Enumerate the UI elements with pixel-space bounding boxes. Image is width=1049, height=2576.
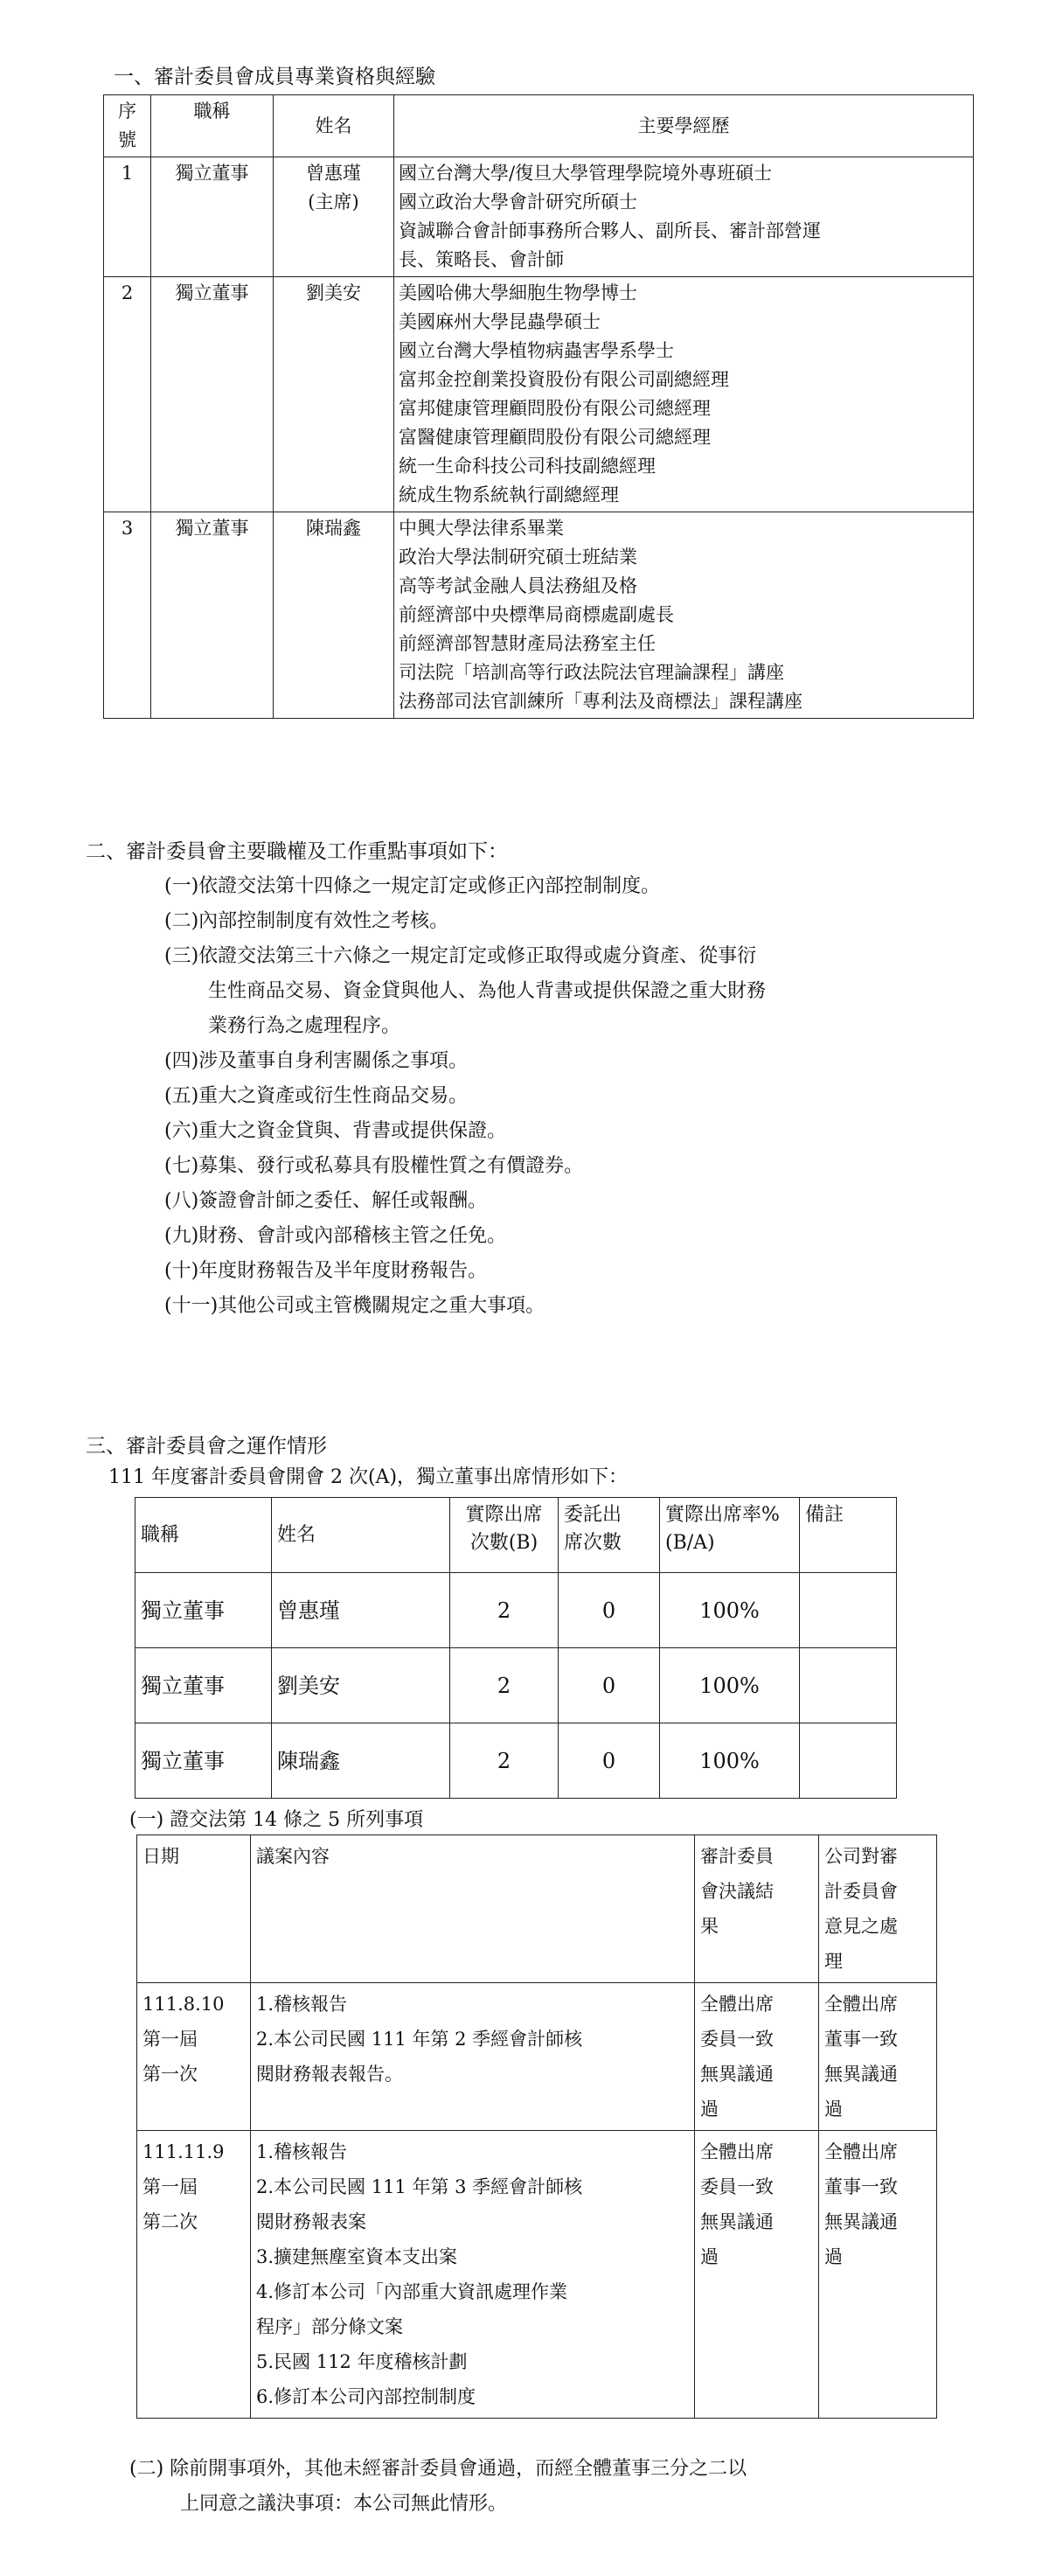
meeting-date-line: 第一屆: [142, 2176, 198, 2197]
mt-header-content: 議案內容: [251, 1835, 695, 1983]
duty-item: (六)重大之資金貸與、背書或提供保證。: [164, 1120, 507, 1142]
att-note: [800, 1573, 897, 1648]
meeting-date: [137, 1983, 251, 2131]
meeting-content-line: 5.民國 112 年度稽核計劃: [256, 2351, 468, 2372]
header-seq-char: 序: [118, 101, 136, 122]
section3-intro: 111 年度審計委員會開會 2 次(A)，獨立董事出席情形如下：: [108, 1466, 629, 1488]
duty-item: (七)募集、發行或私募具有股權性質之有價證券。: [164, 1155, 584, 1177]
row-number: 1: [104, 157, 151, 277]
att-header-role: 職稱: [135, 1498, 272, 1573]
section3-title: 三、審計委員會之運作情形: [86, 1435, 327, 1458]
mt-header-response-line: 公司對審: [824, 1846, 898, 1867]
mt-header-resolution: [695, 1835, 819, 1983]
att-actual: 2: [450, 1573, 559, 1648]
meeting-date-line: 第一次: [142, 2064, 198, 2085]
att-rate: 100%: [660, 1648, 800, 1723]
mt-header-response-line: 意見之處: [824, 1916, 898, 1937]
attendance-row: [135, 1648, 897, 1723]
att-proxy: 0: [559, 1723, 660, 1799]
header-seq: [104, 95, 151, 157]
subsection1-title: (一) 證交法第 14 條之 5 所列事項: [129, 1809, 424, 1831]
meeting-content: [251, 2131, 695, 2419]
att-header-name: 姓名: [272, 1498, 450, 1573]
att-header-proxy: 委託出 席次數: [559, 1498, 660, 1573]
meeting-response: [819, 1983, 937, 2131]
mt-header-resolution-line: 果: [700, 1916, 719, 1937]
meeting-resolution-line: 委員一致: [700, 2029, 774, 2050]
experience-line: 前經濟部中央標準局商標處副處長: [399, 604, 674, 625]
duty-item: (十)年度財務報告及半年度財務報告。: [164, 1260, 488, 1282]
row-name-cell: [274, 157, 394, 277]
experience-line: 長、策略長、會計師: [399, 249, 564, 270]
meeting-content-line: 閱財務報表案: [256, 2211, 366, 2232]
experience-line: 美國哈佛大學細胞生物學博士: [399, 282, 637, 303]
row-number: 3: [104, 512, 151, 719]
att-proxy: 0: [559, 1573, 660, 1648]
experience-line: 政治大學法制研究碩士班結業: [399, 547, 637, 567]
meeting-content-line: 3.擴建無塵室資本支出案: [256, 2246, 458, 2267]
meeting-response-line: 過: [824, 2099, 843, 2120]
member-name: 曾惠瑾: [306, 163, 361, 184]
experience-line: 美國麻州大學昆蟲學碩士: [399, 311, 601, 332]
meetings-table: [136, 1835, 937, 2419]
duty-item: 業務行為之處理程序。: [208, 1015, 401, 1037]
member-name: 劉美安: [306, 282, 361, 303]
meeting-content-line: 2.本公司民國 111 年第 3 季經會計師核: [256, 2176, 583, 2197]
att-header-note: 備註: [800, 1498, 897, 1573]
att-name: 曾惠瑾: [272, 1573, 450, 1648]
duty-item: (三)依證交法第三十六條之一規定訂定或修正取得或處分資產、從事衍: [164, 945, 757, 967]
duty-item: (一)依證交法第十四條之一規定訂定或修正內部控制制度。: [164, 875, 661, 897]
header-role: 職稱: [151, 95, 274, 157]
row-experience: [394, 277, 974, 512]
experience-line: 富醫健康管理顧問股份有限公司總經理: [399, 427, 711, 448]
experience-line: 中興大學法律系畢業: [399, 518, 564, 539]
meetings-header-row: [137, 1835, 937, 1983]
subsection2-line: (二) 除前開事項外，其他未經審計委員會通過，而經全體董事三分之二以: [129, 2458, 747, 2480]
experience-line: 前經濟部智慧財產局法務室主任: [399, 633, 656, 654]
att-rate: 100%: [660, 1573, 800, 1648]
att-actual: 2: [450, 1723, 559, 1799]
row-experience: [394, 157, 974, 277]
member-name: 陳瑞鑫: [306, 518, 361, 539]
duty-item: (九)財務、會計或內部稽核主管之任免。: [164, 1225, 507, 1247]
attendance-header-row: [135, 1498, 897, 1573]
att-rate: 100%: [660, 1723, 800, 1799]
section1-title: 一、審計委員會成員專業資格與經驗: [114, 66, 435, 88]
duty-item: (五)重大之資產或衍生性商品交易。: [164, 1085, 469, 1107]
meeting-resolution-line: 全體出席: [700, 2141, 774, 2162]
att-note: [800, 1723, 897, 1799]
att-role: 獨立董事: [135, 1648, 272, 1723]
att-role: 獨立董事: [135, 1573, 272, 1648]
meeting-resolution-line: 過: [700, 2246, 719, 2267]
mt-header-response-line: 計委員會: [824, 1881, 898, 1902]
meeting-response-line: 無異議通: [824, 2211, 898, 2232]
qualification-table: [103, 94, 974, 719]
header-seq-char: 號: [118, 129, 136, 150]
attendance-row: [135, 1723, 897, 1799]
experience-line: 統一生命科技公司科技副總經理: [399, 456, 656, 477]
meeting-content: [251, 1983, 695, 2131]
meeting-resolution-line: 全體出席: [700, 1994, 774, 2015]
meeting-content-line: 閱財務報表報告。: [256, 2064, 403, 2085]
qualification-row: [104, 157, 974, 277]
row-name-cell: [274, 512, 394, 719]
header-name: 姓名: [274, 95, 394, 157]
mt-header-date: 日期: [137, 1835, 251, 1983]
subsection2-text: [129, 2452, 747, 2522]
meeting-content-line: 程序」部分條文案: [256, 2316, 403, 2337]
att-note: [800, 1648, 897, 1723]
duty-item: (十一)其他公司或主管機關規定之重大事項。: [164, 1295, 545, 1317]
qualification-header-row: [104, 95, 974, 157]
att-name: 劉美安: [272, 1648, 450, 1723]
meeting-content-line: 1.稽核報告: [256, 1994, 348, 2015]
experience-line: 國立政治大學會計研究所碩士: [399, 191, 637, 212]
meeting-resolution-line: 委員一致: [700, 2176, 774, 2197]
meeting-date-line: 第二次: [142, 2211, 198, 2232]
att-header-actual: 實際出席 次數(B): [450, 1498, 559, 1573]
qualification-row: [104, 277, 974, 512]
experience-line: 資誠聯合會計師事務所合夥人、副所長、審計部營運: [399, 220, 821, 241]
row-role: 獨立董事: [151, 277, 274, 512]
meeting-response-line: 全體出席: [824, 2141, 898, 2162]
header-experience: 主要學經歷: [394, 95, 974, 157]
duty-item: (八)簽證會計師之委任、解任或報酬。: [164, 1190, 488, 1212]
duty-item: (四)涉及董事自身利害關係之事項。: [164, 1050, 469, 1072]
mt-header-resolution-line: 審計委員: [700, 1846, 774, 1867]
experience-line: 法務部司法官訓練所「專利法及商標法」課程講座: [399, 691, 802, 712]
row-role: 獨立董事: [151, 512, 274, 719]
meeting-content-line: 4.修訂本公司「內部重大資訊處理作業: [256, 2281, 568, 2302]
attendance-table: [135, 1497, 897, 1799]
experience-line: 國立台灣大學/復旦大學管理學院境外專班碩士: [399, 163, 773, 184]
meeting-response-line: 無異議通: [824, 2064, 898, 2085]
row-number: 2: [104, 277, 151, 512]
mt-header-response-line: 理: [824, 1951, 843, 1972]
mt-header-response: [819, 1835, 937, 1983]
meeting-resolution-line: 無異議通: [700, 2211, 774, 2232]
duty-item: 生性商品交易、資金貸與他人、為他人背書或提供保證之重大財務: [208, 980, 767, 1002]
meeting-resolution: [695, 1983, 819, 2131]
duties-list: [164, 869, 766, 1324]
experience-line: 司法院「培訓高等行政法院法官理論課程」講座: [399, 662, 784, 683]
experience-line: 國立台灣大學植物病蟲害學系學士: [399, 340, 674, 361]
experience-line: 統成生物系統執行副總經理: [399, 484, 619, 505]
meeting-resolution-line: 無異議通: [700, 2064, 774, 2085]
duty-item: (二)內部控制制度有效性之考核。: [164, 910, 449, 932]
experience-line: 富邦健康管理顧問股份有限公司總經理: [399, 398, 711, 419]
att-name: 陳瑞鑫: [272, 1723, 450, 1799]
section2-title: 二、審計委員會主要職權及工作重點事項如下：: [86, 840, 508, 863]
att-header-rate: 實際出席率% (B/A): [660, 1498, 800, 1573]
att-actual: 2: [450, 1648, 559, 1723]
member-name-note: (主席): [308, 191, 359, 212]
meeting-content-line: 6.修訂本公司內部控制制度: [256, 2386, 476, 2407]
meeting-row: [137, 2131, 937, 2419]
subsection2-line: 上同意之議決事項：本公司無此情形。: [180, 2493, 508, 2515]
meeting-row: [137, 1983, 937, 2131]
meeting-response-line: 全體出席: [824, 1994, 898, 2015]
mt-header-resolution-line: 會決議結: [700, 1881, 774, 1902]
meeting-date-line: 111.11.9: [142, 2141, 225, 2162]
meeting-content-line: 1.稽核報告: [256, 2141, 348, 2162]
meeting-response: [819, 2131, 937, 2419]
meeting-resolution-line: 過: [700, 2099, 719, 2120]
att-proxy: 0: [559, 1648, 660, 1723]
meeting-response-line: 過: [824, 2246, 843, 2267]
experience-line: 高等考試金融人員法務組及格: [399, 575, 637, 596]
meeting-date: [137, 2131, 251, 2419]
meeting-date-line: 第一屆: [142, 2029, 198, 2050]
meeting-resolution: [695, 2131, 819, 2419]
attendance-row: [135, 1573, 897, 1648]
meeting-content-line: 2.本公司民國 111 年第 2 季經會計師核: [256, 2029, 583, 2050]
att-role: 獨立董事: [135, 1723, 272, 1799]
meeting-date-line: 111.8.10: [142, 1994, 225, 2015]
row-role: 獨立董事: [151, 157, 274, 277]
experience-line: 富邦金控創業投資股份有限公司副總經理: [399, 369, 729, 390]
qualification-row: [104, 512, 974, 719]
meeting-response-line: 董事一致: [824, 2029, 898, 2050]
row-experience: [394, 512, 974, 719]
row-name-cell: [274, 277, 394, 512]
meeting-response-line: 董事一致: [824, 2176, 898, 2197]
